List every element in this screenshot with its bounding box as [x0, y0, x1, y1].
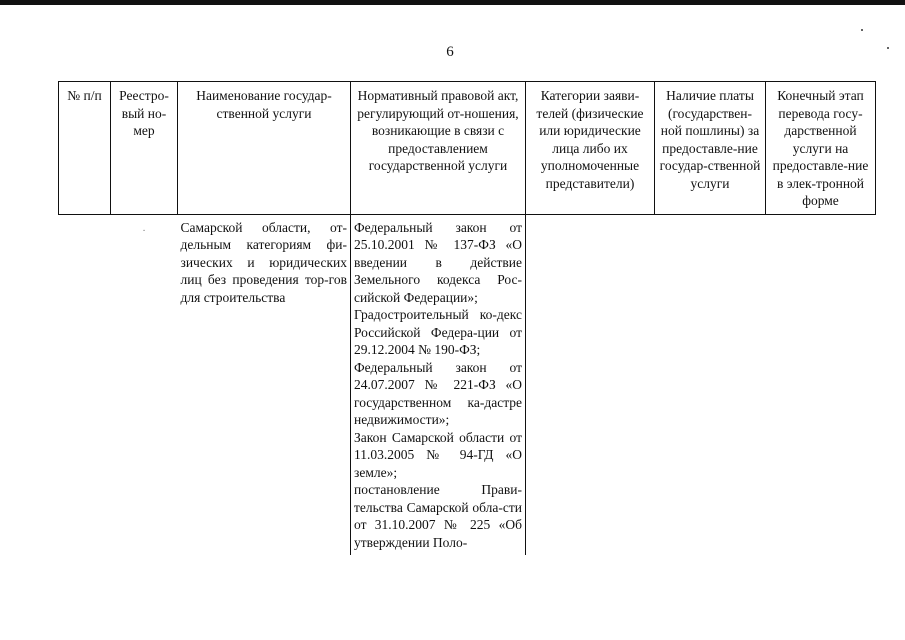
- header-final-stage: Конечный этап перевода госу-дарственной услуги на предоставле-ние в элек-тронной форме: [766, 82, 876, 215]
- header-number: № п/п: [59, 82, 111, 215]
- table-row: [59, 214, 876, 555]
- row-mark: ·: [142, 225, 146, 237]
- cell-final-stage: [766, 214, 876, 555]
- header-service-name: Наименование государ-ственной услуги: [178, 82, 351, 215]
- header-legal-act: Нормативный правовой акт, регулирующий от-ношения, возникающие в связи с предоставлением государственной услуги: [351, 82, 526, 215]
- cell-fee: [655, 214, 766, 555]
- page-number: 6: [446, 44, 454, 60]
- legal-act-item: Градостроительный ко-декс Российской Федера-ции от 29.12.2004 № 190-ФЗ;: [354, 307, 522, 357]
- header-row: [59, 82, 876, 215]
- scan-speck: [861, 29, 863, 31]
- header-applicant-categories: Категории заяви-телей (физические или юридические лица либо их уполномоченные представители): [526, 82, 655, 215]
- legal-act-item: Федеральный закон от 25.10.2001 № 137-ФЗ «О введении в действие Земельного кодекса Рос-сийской Федерации»;: [354, 219, 522, 305]
- cell-applicant-categories: [526, 214, 655, 555]
- top-edge-bar: [0, 0, 905, 5]
- legal-act-item: постановление Прави-тельства Самарской обла-сти от 31.10.2007 № 225 «Об утверждении Поло-: [354, 482, 522, 550]
- cell-legal-acts: [351, 214, 526, 555]
- legal-act-item: Федеральный закон от 24.07.2007 № 221-ФЗ «О государственном ка-дастре недвижимости»;: [354, 359, 522, 427]
- cell-service-name: Самарской области, от-дельным категориям фи-зических и юридических лиц без проведения тор-гов для строительства: [178, 214, 351, 555]
- services-table: [58, 81, 876, 555]
- header-registry-number: Реестро-вый но-мер: [111, 82, 178, 215]
- cell-registry-number: [111, 214, 178, 555]
- scan-speck: [887, 47, 889, 49]
- cell-number: [59, 214, 111, 555]
- legal-act-item: Закон Самарской области от 11.03.2005 № 94-ГД «О земле»;: [354, 429, 522, 480]
- header-fee: Наличие платы (государствен-ной пошлины) за предоставле-ние государ-ственной услуги: [655, 82, 766, 215]
